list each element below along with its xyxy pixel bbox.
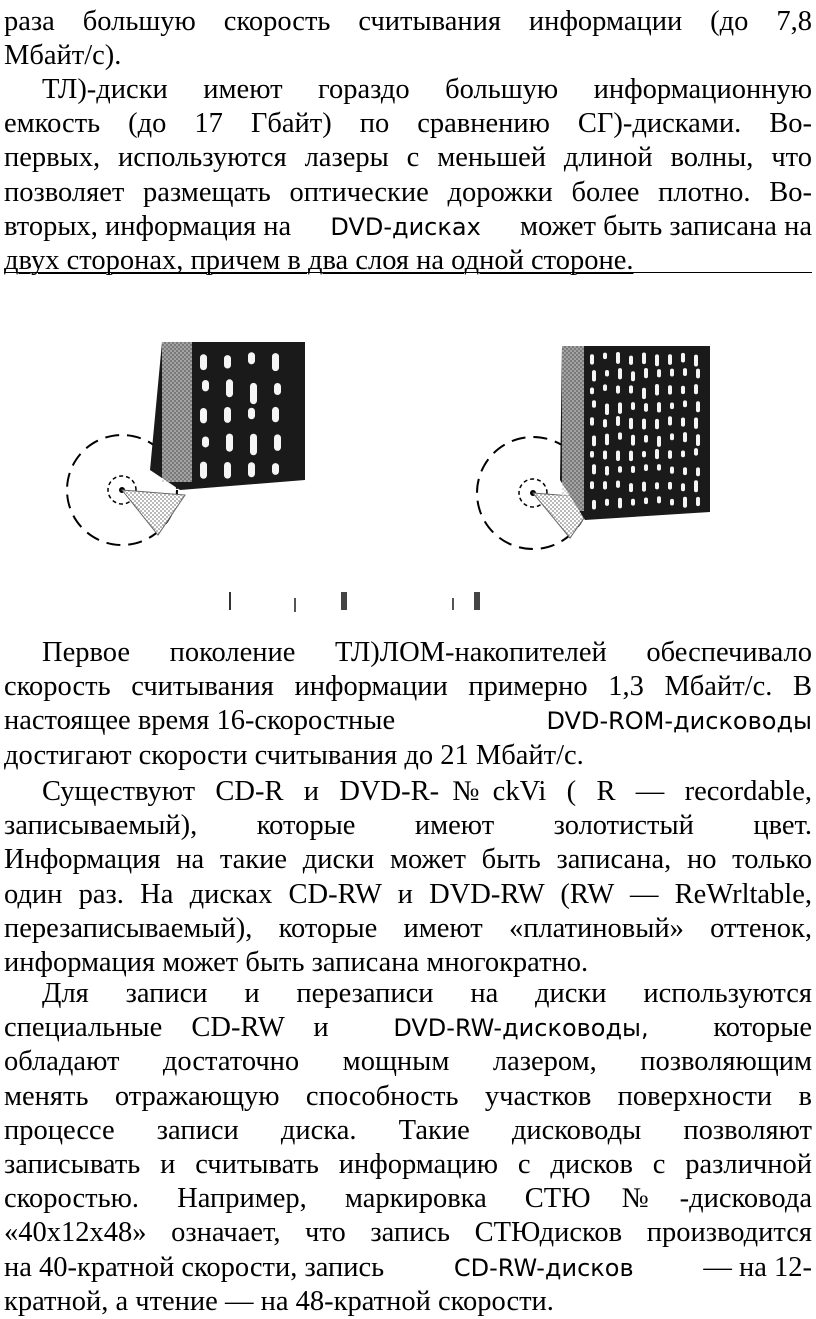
- text-line: раза большую скорость считывания информации (до 7,8: [4, 6, 812, 37]
- dvd-disc-magnified-pits-icon: [477, 346, 710, 549]
- text-line: емкость (до 17 Гбайт) по сравнению СГ)-дисками. Во-: [4, 108, 812, 140]
- paragraph-recordable-discs: [4, 775, 812, 980]
- text-line: первых, используются лазеры с меньшей длиной волны, что: [4, 142, 812, 174]
- text-line: скорость считывания информации примерно 1,3 Мбайт/с. В: [4, 671, 812, 703]
- term-cd-rw-discs: CD-RW-дисков: [453, 1253, 634, 1282]
- text-line: информация может быть записана многократно.: [4, 946, 589, 978]
- text-fragment: которые: [713, 1012, 812, 1044]
- text-line: Мбайт/с).: [4, 40, 122, 72]
- paragraph-dvd-capacity: [4, 73, 812, 278]
- text-line: записываемый), которые имеют золотистый цвет.: [4, 810, 812, 842]
- text-line: ТЛ)-диски имеют гораздо большую информационную: [42, 74, 812, 105]
- text-line: [4, 1011, 812, 1045]
- text-line: [4, 704, 812, 738]
- term-dvd-rom-drives: DVD-ROM-дисководы: [546, 707, 812, 736]
- text-line: кратной, а чтение — на 48-кратной скорости.: [4, 1285, 554, 1317]
- text-line: «40х12х48» означает, что запись СТЮдисков производится: [4, 1217, 812, 1249]
- paragraph-first-generation: [4, 636, 812, 773]
- term-dvd-rw-drives: DVD-RW-дисководы,: [393, 1014, 649, 1043]
- text-line: [4, 1251, 812, 1285]
- text-line: обладают достаточно мощным лазером, позволяющим: [4, 1046, 812, 1078]
- text-line: скоростью. Например, маркировка СТЮ№-дисковода: [4, 1183, 812, 1215]
- text-line: [4, 210, 812, 244]
- horizontal-rule: [4, 272, 812, 273]
- text-fragment: специальные CD-RW и: [4, 1012, 329, 1044]
- text-fragment: настоящее время 16-скоростные: [4, 705, 396, 737]
- text-fragment: может быть записана на: [520, 210, 812, 242]
- text-line: записывать и считывать информацию с дисков с различной: [4, 1148, 812, 1180]
- text-line: перезаписываемый), которые имеют «платиновый» оттенок,: [4, 912, 812, 944]
- text-fragment: — на 12-: [703, 1251, 812, 1283]
- text-fragment: вторых, информация на: [4, 210, 292, 242]
- text-line: процессе записи диска. Такие дисководы позволяют: [4, 1114, 812, 1146]
- figure-cd-dvd-comparison: [0, 330, 816, 620]
- text-line: один раз. На дисках CD-RW и DVD-RW (RW — ReWrltable,: [4, 878, 812, 910]
- text-fragment: на 40-кратной скорости, запись: [4, 1251, 385, 1283]
- text-line: Для записи и перезаписи на диски используются: [42, 978, 812, 1009]
- text-line: позволяет размещать оптические дорожки более плотно. Во-: [4, 176, 812, 208]
- paragraph-rw-drives: [4, 977, 812, 1319]
- term-dvd-discs: DVD-дисках: [330, 212, 481, 241]
- text-line: Существуют CD-R и DVD-R-№ckVi ( R — recordable,: [42, 776, 812, 807]
- paragraph-continuation: [4, 5, 812, 73]
- text-line: менять отражающую способность участков поверхности в: [4, 1080, 812, 1112]
- text-line: двух сторонах, причем в два слоя на одной стороне.: [4, 244, 634, 276]
- text-line: Информация на такие диски может быть записана, но только: [4, 844, 812, 876]
- cd-disc-magnified-pits-icon: [67, 342, 305, 545]
- text-line: достигают скорости считывания до 21 Мбайт/с.: [4, 739, 584, 771]
- text-line: Первое поколение ТЛ)ЛОМ-накопителей обеспечивало: [42, 637, 812, 668]
